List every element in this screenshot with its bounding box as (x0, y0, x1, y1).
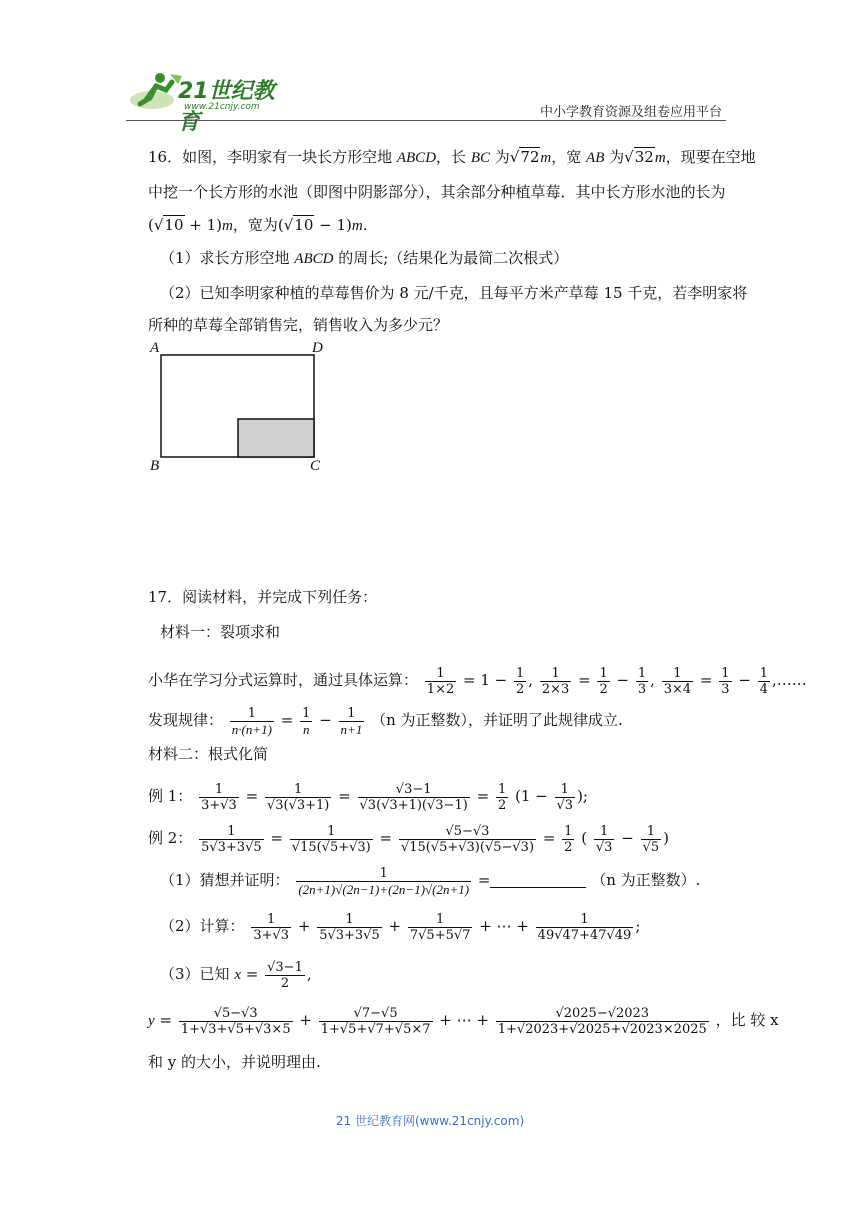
q16-part2-line1: （2）已知李明家种植的草莓售价为 8 元/千克，且每平方米产草莓 15 千克，若李明家将 (160, 284, 748, 302)
label-a: A (150, 340, 160, 356)
q16-line1: 16．如图，李明家有一块长方形空地 ABCD，长 BC 为√72m，宽 AB 为√32m，现要在空地 (148, 148, 756, 166)
task3-given: （3）已知 x = $\frac{√3-1}{2}$ , (160, 959, 312, 991)
q17-title: 17．阅读材料，并完成下列任务： (148, 588, 378, 606)
pool-rect (238, 419, 314, 457)
example1: 例 1： $\frac{1}{3+√3}$ = $\frac{1}{√3(√3+1)}$ = $\frac{√3-1}{√3(√3+1)(√3-1)}$ = $\frac{1}{2}$ (1 − $\frac{1}{√3}$ ); (148, 781, 588, 813)
header-rule (126, 120, 726, 121)
material1-rule: 发现规律： $\frac{1}{n\cdot(n+1)}$ = $\frac{1}{n}$ − $\frac{1}{n+1}$ （n 为正整数），并证明了此规律成立. (148, 705, 623, 737)
label-b: B (150, 458, 160, 474)
platform-name: 中小学教育资源及组卷应用平台 (540, 105, 723, 120)
material1-example: 小华在学习分式运算时，通过具体运算： $\frac{1}{1\times 2}$ = 1 − $\frac{1}{2}$ , $\frac{1}{2\times 3}$ = $\frac{1}{2}$ − $\frac{1}{3}$ , $\frac{1}{3\times 4}$ = $\frac{1}{3}$ − $\frac{1}{4}$ ,…… (148, 665, 807, 697)
label-c: C (310, 458, 321, 474)
site-logo (126, 70, 296, 135)
logo-text: 21世纪教育 (178, 79, 275, 135)
label-d: D (312, 340, 323, 356)
task3-y: y = $\frac{√5-√3}{1+√3+√5+√3\times 5}$ + $\frac{√7-√5}{1+√5+√7+√5\times 7}$ + ⋯ + $\frac{√2025-√2023}{1+√2023+√2025+√2023\times 2025}$ ，比 较 x (148, 1005, 779, 1037)
material2-title: 材料二：根式化简 (148, 745, 269, 763)
q16-line2: 中挖一个长方形的水池（即图中阴影部分），其余部分种植草莓．其中长方形水池的长为 (148, 183, 726, 201)
task3-end: 和 y 的大小，并说明理由. (148, 1053, 321, 1071)
example2: 例 2： $\frac{1}{5√3+3√5}$ = $\frac{1}{√15(√5+√3)}$ = $\frac{√5-√3}{√15(√5+√3)(√5-√3)}$ = $\frac{1}{2}$ ( $\frac{1}{√3}$ − $\frac{1}{√5}$ ) (148, 823, 669, 855)
rectangle-figure (146, 338, 336, 480)
task1: （1）猜想并证明： $\frac{1}{(2n+1)√(2n-1)+(2n-1)√(2n+1)}$ = （n 为正整数）. (160, 865, 701, 897)
q16-line3: (√10 + 1)m，宽为(√10 − 1)m. (148, 216, 368, 234)
material1-title: 材料一：裂项求和 (160, 623, 281, 641)
answer-blank (490, 875, 586, 888)
footer-link[interactable]: 21 世纪教育网(www.21cnjy.com) (335, 1114, 525, 1128)
task2: （2）计算： $\frac{1}{3+√3}$ + $\frac{1}{5√3+3√5}$ + $\frac{1}{7√5+5√7}$ + ⋯ + $\frac{1}{49√47+47√49}$ ; (160, 911, 641, 943)
q16-part1: （1）求长方形空地 ABCD 的周长;（结果化为最简二次根式） (160, 249, 569, 267)
logo-url-text: www.21cnjy.com (184, 102, 260, 112)
q16-part2-line2: 所种的草莓全部销售完，销售收入为多少元？ (148, 316, 449, 334)
